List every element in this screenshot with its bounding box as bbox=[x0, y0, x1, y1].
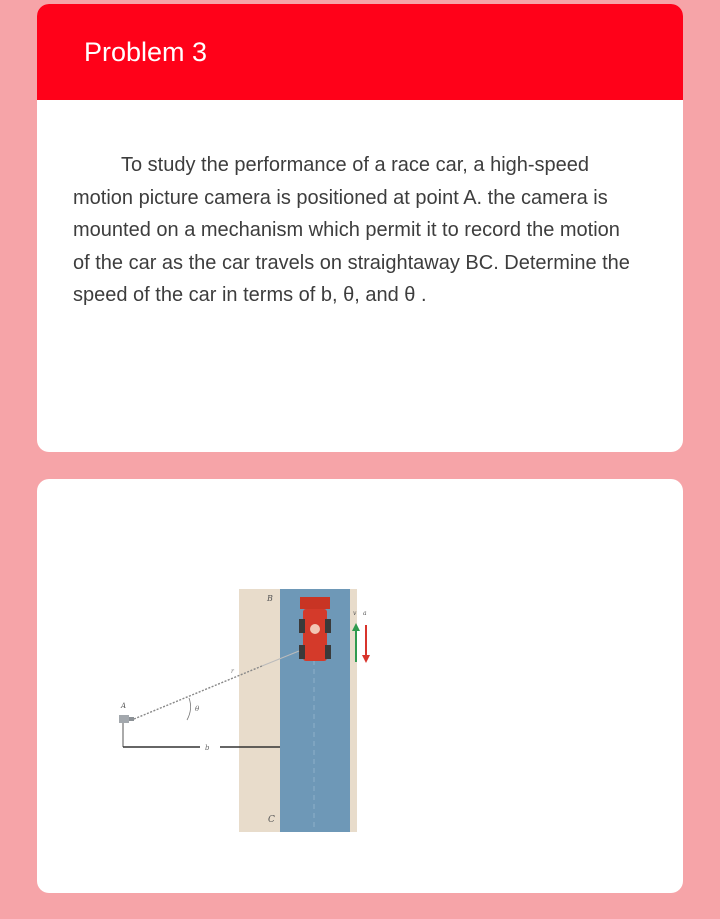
acceleration-arrowhead bbox=[362, 655, 370, 663]
label-b-dimension: b bbox=[205, 744, 210, 752]
label-c-point: C bbox=[268, 815, 275, 825]
label-theta: θ bbox=[195, 705, 200, 713]
race-car bbox=[299, 597, 331, 661]
theta-arc bbox=[187, 698, 191, 720]
camera bbox=[119, 715, 134, 747]
label-v: v bbox=[353, 610, 357, 617]
label-r: r bbox=[231, 668, 234, 675]
problem-title: Problem 3 bbox=[84, 37, 208, 67]
figure-card bbox=[37, 479, 683, 893]
problem-header bbox=[37, 4, 683, 100]
label-a-point: A bbox=[121, 702, 127, 710]
race-car-diagram bbox=[37, 479, 683, 893]
problem-card bbox=[37, 4, 683, 452]
label-a-arrow: a bbox=[363, 610, 367, 617]
label-b-point: B bbox=[267, 594, 273, 603]
problem-statement: To study the performance of a race car, a high-speed motion picture camera is positioned at point A. the camera is mounted on a mechanism which permit it to record the motion of the car as the car travels on straightaway BC. Determine the speed of the car in terms of b, θ, and θ . bbox=[73, 154, 630, 306]
